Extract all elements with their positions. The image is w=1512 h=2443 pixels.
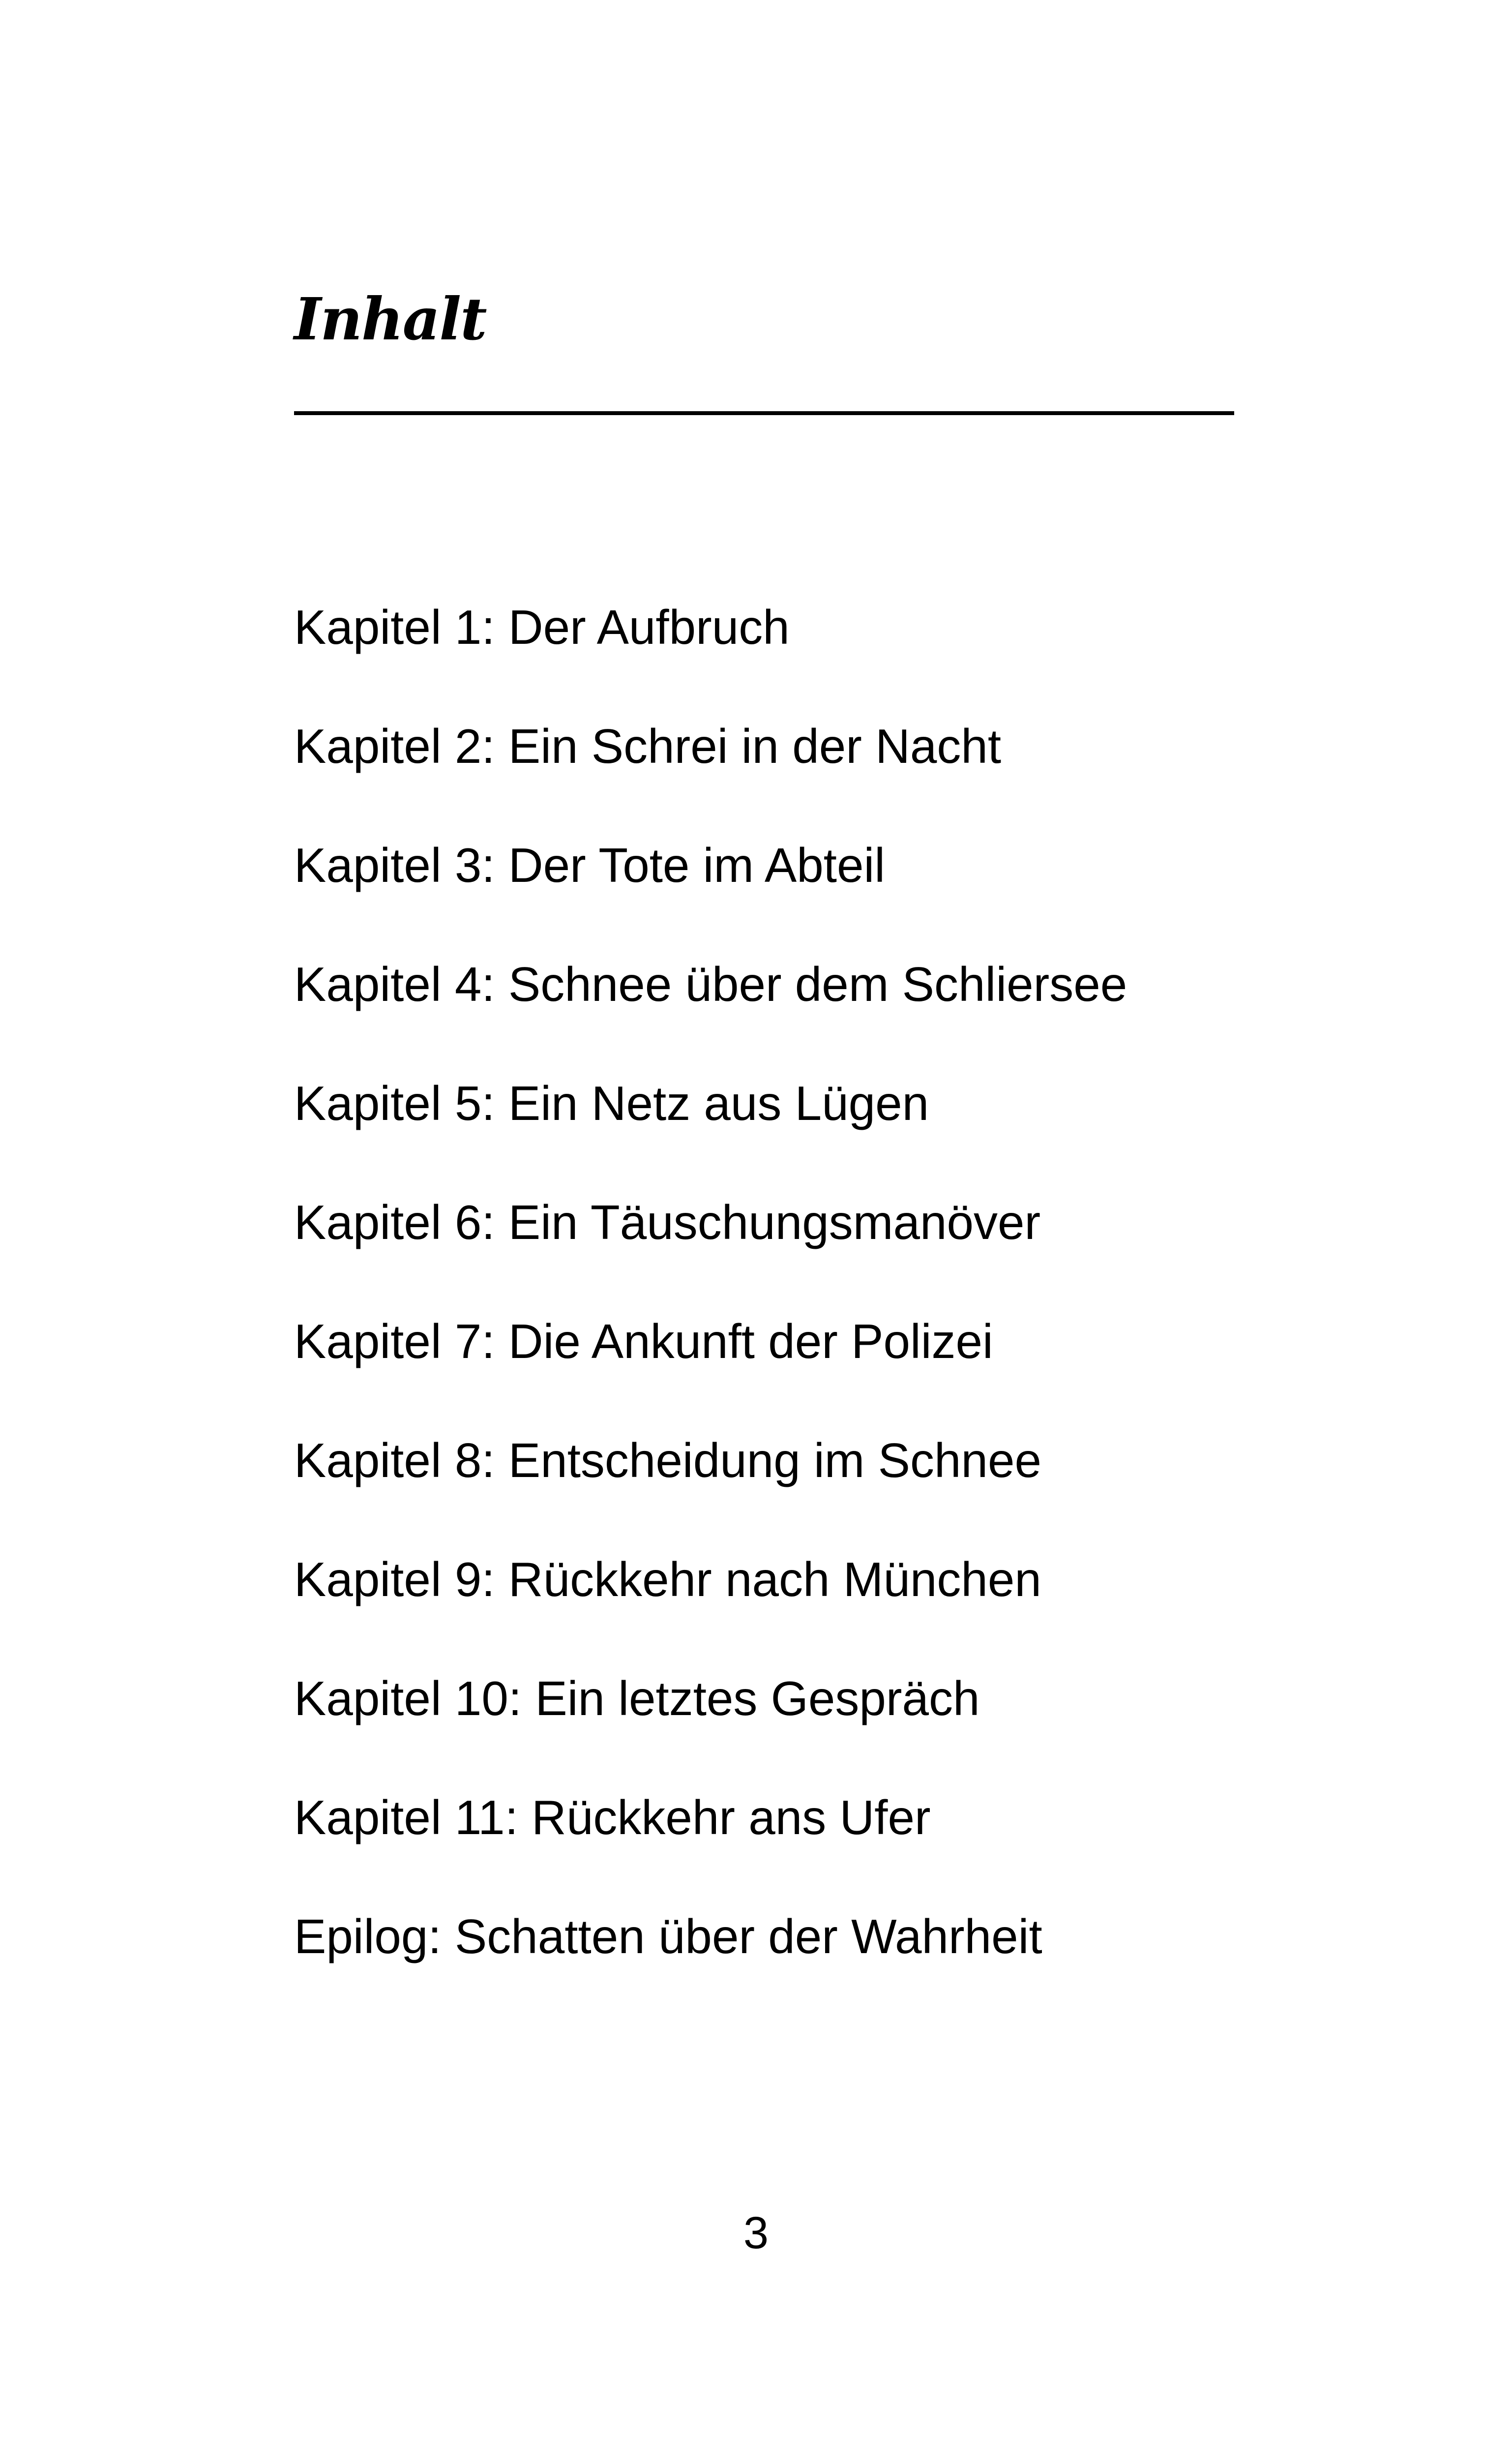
toc-entry-chapter-9: Kapitel 9: Rückkehr nach München <box>294 1552 1041 1606</box>
toc-entry-chapter-2: Kapitel 2: Ein Schrei in der Nacht <box>294 719 1002 773</box>
table-of-contents <box>294 595 1127 2023</box>
toc-entry-chapter-1: Kapitel 1: Der Aufbruch <box>294 600 790 654</box>
toc-entry-chapter-5: Kapitel 5: Ein Netz aus Lügen <box>294 1076 929 1130</box>
toc-entry-chapter-10: Kapitel 10: Ein letztes Gespräch <box>294 1671 980 1725</box>
toc-entry-chapter-3: Kapitel 3: Der Tote im Abteil <box>294 838 886 892</box>
page-title: Inhalt <box>294 285 486 353</box>
toc-entry-epilog: Epilog: Schatten über der Wahrheit <box>294 1909 1042 1963</box>
page-number: 3 <box>743 2208 769 2258</box>
toc-entry-chapter-4: Kapitel 4: Schnee über dem Schliersee <box>294 957 1127 1011</box>
title-divider <box>294 411 1234 415</box>
toc-entry-chapter-7: Kapitel 7: Die Ankunft der Polizei <box>294 1314 993 1368</box>
toc-entry-chapter-11: Kapitel 11: Rückkehr ans Ufer <box>294 1790 931 1844</box>
toc-entry-chapter-6: Kapitel 6: Ein Täuschungsmanöver <box>294 1195 1041 1249</box>
toc-entry-chapter-8: Kapitel 8: Entscheidung im Schnee <box>294 1433 1041 1487</box>
